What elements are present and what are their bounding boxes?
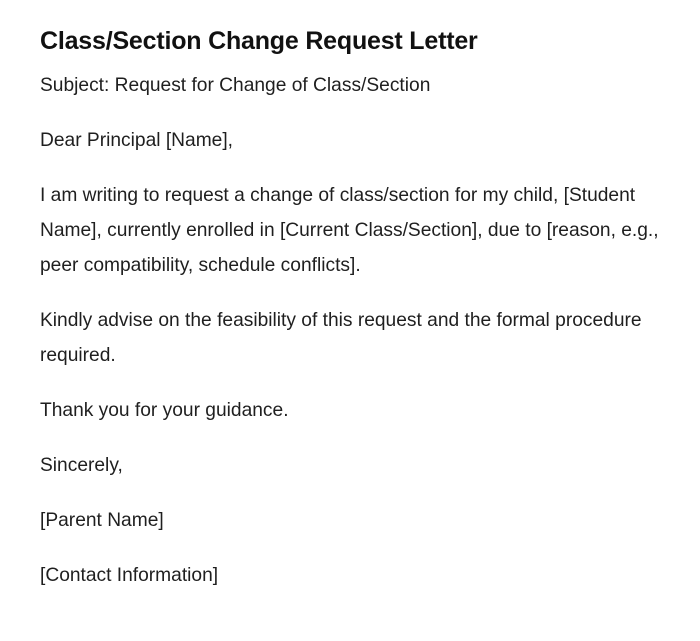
letter-paragraph-request: I am writing to request a change of class/section for my child, [Student Name], currently enrolled in [Current Class/Section], due to [reason, e.g., peer compatibility, schedule conflicts].: [40, 185, 659, 276]
letter-paragraph-advise: Kindly advise on the feasibility of this request and the formal procedure required.: [40, 310, 642, 366]
letter-subject: Subject: Request for Change of Class/Section: [40, 75, 431, 96]
letter-title: Class/Section Change Request Letter: [40, 27, 478, 55]
letter-contact-info: [Contact Information]: [40, 565, 219, 586]
letter-greeting: Dear Principal [Name],: [40, 130, 234, 151]
letter-paragraph-thanks: Thank you for your guidance.: [40, 400, 289, 421]
letter-closing: Sincerely,: [40, 455, 123, 476]
letter-signature-name: [Parent Name]: [40, 510, 164, 531]
